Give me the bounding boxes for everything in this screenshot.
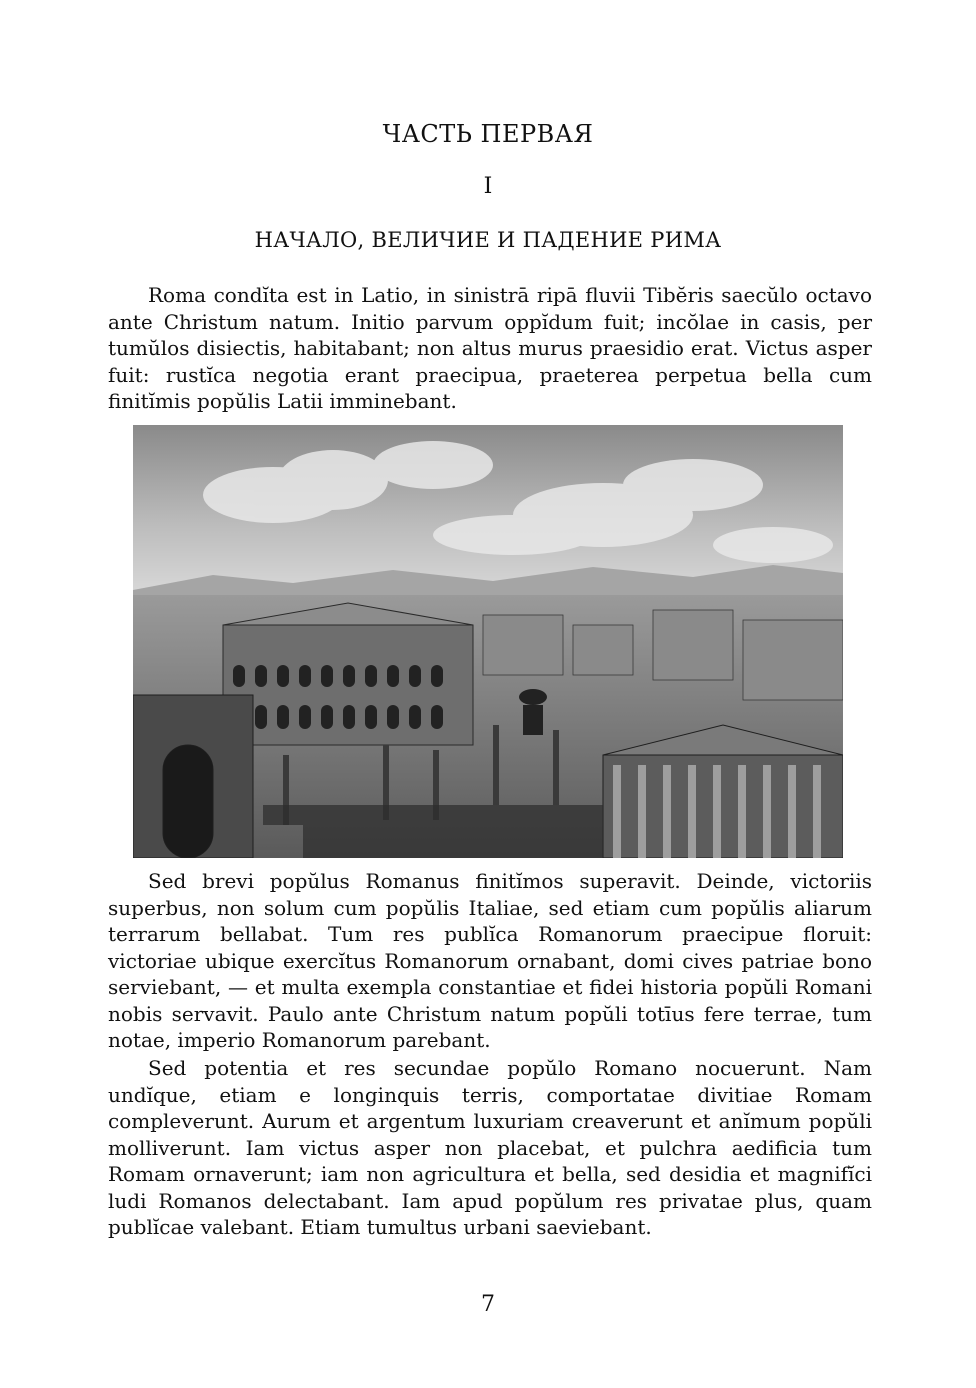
roman-forum-illustration: [133, 425, 843, 858]
part-title: ЧАСТЬ ПЕРВАЯ: [382, 120, 594, 148]
chapter-number: I: [483, 174, 493, 199]
triumphal-arch: [133, 695, 253, 858]
paragraph-1: Roma condĭta est in Latio, in sinistrā ripā fluvii Tibĕris saecŭlo octavo ante Christum natum. Initio parvum oppĭdum fuit; incŏlae in casis, per tumŭlos disiectis, habitabant; non altus murus praesidio erat. Victus asper fuit: rustĭca negotia erant praecipua, praeterea perpetua bella cum finitĭmis popŭlis Latii imminebant.: [108, 283, 872, 413]
page-number: 7: [481, 1292, 495, 1317]
paragraph-3: Sed potentia et res secundae popŭlo Romano nocuerunt. Nam undĭque, etiam e longinquis terris, comportatae divitiae Romam compleverunt. Aurum et argentum luxuriam creaverunt et anĭmum popŭli molliverunt. Iam victus asper non placebat, et pulchra aedificia tum Romam ornaverunt; iam non agricultura et bella, sed desidia et magnifĭci ludi Romanos delectabant. Iam apud popŭlum res privatae plus, quam publĭcae valebant. Etiam tumultus urbani saeviebant.: [108, 1056, 872, 1239]
forum-crowd: [263, 805, 603, 858]
equestrian-statue: [519, 689, 547, 735]
paragraph-2: Sed brevi popŭlus Romanus finitĭmos superavit. Deinde, victoriis superbus, non solum cum popŭlis Italiae, sed etiam cum popŭlis aliarum terrarum bellabat. Tum res publĭca Romanorum praecipue floruit: victoriae ubique exercĭtus Romanorum ornabant, domi cives patriae bono serviebant, — et multa exempla constantiae et fidei historia popŭli Romani nobis servavit. Paulo ante Christum natum popŭli totīus fere terrae, tum notae, imperio Romanorum parebant.: [108, 869, 872, 1052]
temple-columns: [613, 765, 821, 858]
chapter-title: НАЧАЛО, ВЕЛИЧИЕ И ПАДЕНИЕ РИМА: [254, 228, 722, 252]
